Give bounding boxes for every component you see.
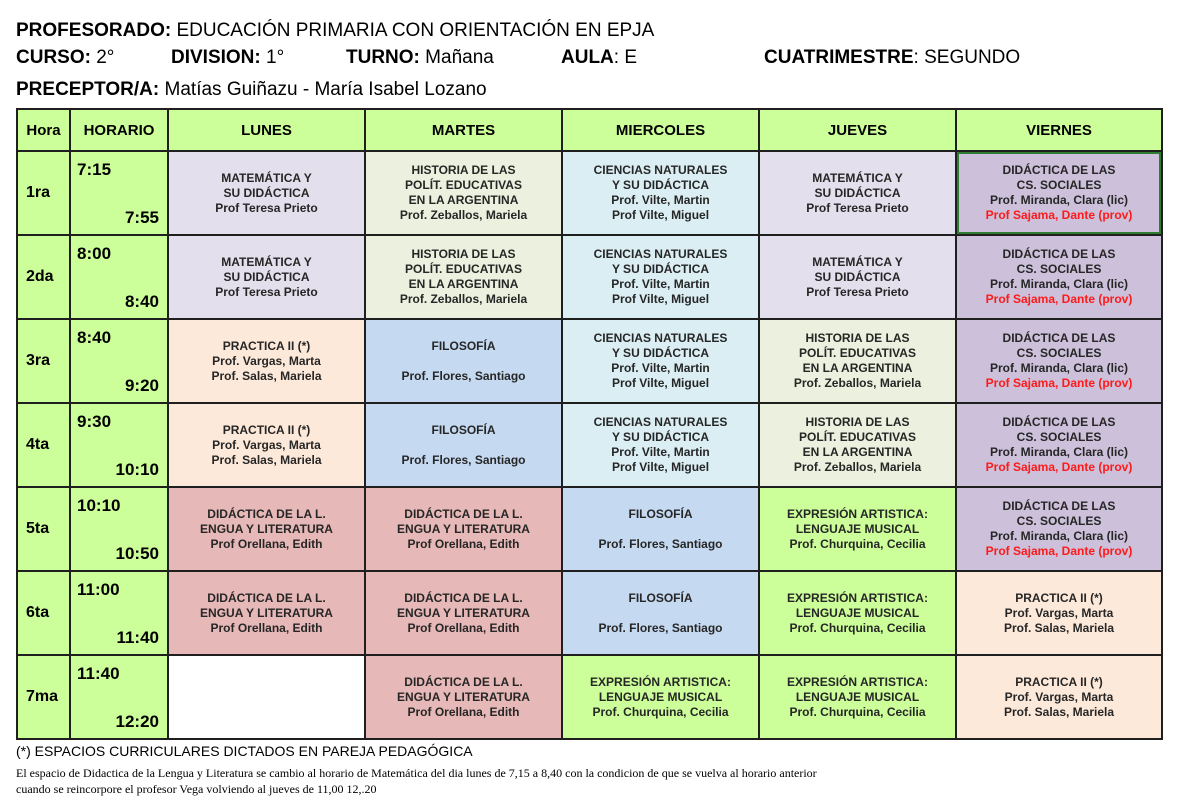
- class-cell-jueves[interactable]: [759, 319, 956, 403]
- end-time: 10:50: [115, 544, 159, 563]
- table-row: [17, 487, 1162, 571]
- cell-line: EN LA ARGENTINA: [802, 445, 913, 459]
- start-time: 11:40: [77, 664, 120, 683]
- class-cell-martes[interactable]: [365, 487, 562, 571]
- cell-line: ENGUA Y LITERATURA: [200, 605, 333, 620]
- horario-cell: [70, 151, 168, 235]
- cell-line: Prof. Vilte, Martin: [611, 193, 710, 207]
- class-cell-jueves[interactable]: [759, 655, 956, 739]
- cell-line: POLÍT. EDUCATIVAS: [799, 346, 916, 360]
- cell-line: DIDÁCTICA DE LA L.: [404, 590, 523, 605]
- cell-line: [366, 438, 561, 453]
- aula-field: [561, 47, 637, 69]
- cell-line: CS. SOCIALES: [1016, 346, 1102, 360]
- start-time: 9:30: [77, 412, 112, 431]
- cell-line: CS. SOCIALES: [1016, 514, 1102, 528]
- cell-line: [563, 522, 758, 537]
- cell-line: Prof. Salas, Mariela: [1003, 704, 1115, 719]
- class-cell-miercoles[interactable]: [562, 235, 759, 319]
- turno-label: TURNO:: [346, 47, 420, 68]
- col-header-hora: Hora: [17, 109, 70, 151]
- class-cell-martes[interactable]: [365, 655, 562, 739]
- class-cell-jueves[interactable]: [759, 403, 956, 487]
- horario-cell: [70, 319, 168, 403]
- class-cell-lunes[interactable]: [168, 571, 365, 655]
- cell-line: DIDÁCTICA DE LAS: [1002, 247, 1116, 261]
- cell-line: CS. SOCIALES: [1016, 262, 1102, 276]
- cell-line: EN LA ARGENTINA: [802, 361, 913, 375]
- schedule-change-note: [16, 765, 1166, 797]
- cell-line: DIDÁCTICA DE LA L.: [404, 506, 523, 521]
- cell-line: Prof Vilte, Miguel: [611, 208, 710, 222]
- class-cell-lunes[interactable]: [168, 235, 365, 319]
- cell-line: Prof. Vargas, Marta: [1004, 605, 1114, 620]
- cell-line: EXPRESIÓN ARTISTICA:: [590, 674, 731, 689]
- curso-label: CURSO:: [16, 47, 91, 68]
- class-cell-martes[interactable]: [365, 235, 562, 319]
- table-row: [17, 151, 1162, 235]
- cell-line: Prof Orellana, Edith: [210, 536, 323, 551]
- cell-line: LENGUAJE MUSICAL: [598, 689, 723, 704]
- hora-cell: 3ra: [17, 319, 70, 403]
- cell-line: Prof. Vargas, Marta: [212, 353, 321, 368]
- cell-line: DIDÁCTICA DE LAS: [1002, 499, 1116, 513]
- cell-line: Prof Teresa Prieto: [215, 284, 318, 299]
- cell-line: Prof. Flores, Santiago: [401, 452, 526, 467]
- table-row: [17, 403, 1162, 487]
- class-cell-jueves[interactable]: [759, 571, 956, 655]
- cell-line: Prof Vilte, Miguel: [611, 292, 710, 306]
- start-time: 7:15: [77, 160, 112, 179]
- end-time: 8:40: [124, 292, 159, 311]
- end-time: 9:20: [124, 376, 159, 395]
- class-cell-miercoles[interactable]: [562, 319, 759, 403]
- cell-line: Prof Orellana, Edith: [407, 704, 520, 719]
- class-cell-jueves[interactable]: [759, 151, 956, 235]
- cell-line: CIENCIAS NATURALES: [593, 331, 728, 345]
- cell-line: ENGUA Y LITERATURA: [200, 521, 333, 536]
- cell-line: FILOSOFÍA: [431, 422, 496, 437]
- cell-line: EXPRESIÓN ARTISTICA:: [787, 590, 928, 605]
- class-cell-viernes[interactable]: [956, 235, 1162, 319]
- class-cell-miercoles[interactable]: [562, 403, 759, 487]
- col-header-horario: HORARIO: [70, 109, 168, 151]
- substitute-teacher: Prof Sajama, Dante (prov): [985, 460, 1133, 474]
- class-cell-martes[interactable]: [365, 571, 562, 655]
- cell-line: LENGUAJE MUSICAL: [795, 689, 920, 704]
- cell-line: Prof. Miranda, Clara (lic): [989, 193, 1129, 207]
- cell-line: MATEMÁTICA Y: [812, 170, 903, 185]
- turno-value: Mañana: [425, 47, 494, 68]
- cell-line: DIDÁCTICA DE LA L.: [404, 674, 523, 689]
- hora-cell: 2da: [17, 235, 70, 319]
- cell-line: Prof. Flores, Santiago: [598, 536, 723, 551]
- footnote: (*) ESPACIOS CURRICULARES DICTADOS EN PAREJA PEDAGÓGICA: [16, 743, 473, 759]
- start-time: 10:10: [77, 496, 121, 515]
- cell-line: EN LA ARGENTINA: [408, 277, 519, 291]
- header-preceptor: [16, 79, 487, 101]
- class-cell-lunes[interactable]: [168, 151, 365, 235]
- cell-line: SU DIDÁCTICA: [814, 185, 901, 200]
- cuatrimestre-value: : SEGUNDO: [913, 47, 1021, 68]
- cell-line: Prof. Miranda, Clara (lic): [989, 529, 1129, 543]
- cell-line: Prof Orellana, Edith: [407, 620, 520, 635]
- cell-line: POLÍT. EDUCATIVAS: [799, 430, 916, 444]
- cell-line: Prof. Miranda, Clara (lic): [989, 445, 1129, 459]
- table-row: [17, 655, 1162, 739]
- col-header-jueves: JUEVES: [759, 109, 956, 151]
- header-course-info: [16, 47, 1166, 71]
- class-cell-lunes[interactable]: [168, 319, 365, 403]
- horario-cell: [70, 403, 168, 487]
- cell-line: EXPRESIÓN ARTISTICA:: [787, 506, 928, 521]
- col-header-lunes: LUNES: [168, 109, 365, 151]
- cell-line: Prof. Churquina, Cecilia: [789, 704, 926, 719]
- col-header-martes: MARTES: [365, 109, 562, 151]
- cell-line: Prof. Zeballos, Mariela: [793, 376, 922, 390]
- class-cell-martes[interactable]: [365, 403, 562, 487]
- cell-line: Y SU DIDÁCTICA: [611, 346, 710, 360]
- cell-line: HISTORIA DE LAS: [805, 331, 910, 345]
- cell-line: PRACTICA II (*): [222, 422, 311, 437]
- cell-line: Y SU DIDÁCTICA: [611, 430, 710, 444]
- cell-line: HISTORIA DE LAS: [411, 163, 516, 177]
- cell-line: DIDÁCTICA DE LA L.: [207, 506, 326, 521]
- horario-cell: [70, 235, 168, 319]
- hora-cell: 6ta: [17, 571, 70, 655]
- class-cell-viernes[interactable]: [956, 487, 1162, 571]
- table-header-row: [17, 109, 1162, 151]
- class-cell-miercoles[interactable]: [562, 487, 759, 571]
- cell-line: MATEMÁTICA Y: [221, 254, 312, 269]
- cell-line: [563, 606, 758, 621]
- cell-line: LENGUAJE MUSICAL: [795, 605, 920, 620]
- end-time: 10:10: [115, 460, 159, 479]
- col-header-viernes: VIERNES: [956, 109, 1162, 151]
- cell-line: Prof. Salas, Mariela: [1003, 620, 1115, 635]
- cuatrimestre-field: [764, 47, 1020, 69]
- cell-line: Prof. Churquina, Cecilia: [789, 536, 926, 551]
- note-line-1: El espacio de Didactica de la Lengua y Literatura se cambio al horario de Matemática del dia lunes de 7,15 a 8,40 con la condicion de que se vuelva al horario anterior: [16, 766, 817, 780]
- cell-line: Prof. Miranda, Clara (lic): [989, 361, 1129, 375]
- header-profesorado: [16, 20, 654, 42]
- cell-line: HISTORIA DE LAS: [411, 247, 516, 261]
- cell-line: DIDÁCTICA DE LAS: [1002, 415, 1116, 429]
- cell-line: [366, 354, 561, 369]
- profesorado-value: EDUCACIÓN PRIMARIA CON ORIENTACIÓN EN EPJA: [176, 20, 655, 41]
- start-time: 8:00: [77, 244, 112, 263]
- table-row: [17, 235, 1162, 319]
- start-time: 8:40: [77, 328, 112, 347]
- cell-line: Prof. Flores, Santiago: [598, 620, 723, 635]
- class-cell-lunes[interactable]: [168, 487, 365, 571]
- class-cell-viernes[interactable]: [956, 403, 1162, 487]
- cell-line: POLÍT. EDUCATIVAS: [405, 178, 522, 192]
- cell-line: PRACTICA II (*): [1015, 590, 1103, 605]
- col-header-miercoles: MIERCOLES: [562, 109, 759, 151]
- cell-line: CIENCIAS NATURALES: [593, 415, 728, 429]
- cell-line: Prof. Salas, Mariela: [211, 368, 322, 383]
- hora-cell: 7ma: [17, 655, 70, 739]
- cell-line: POLÍT. EDUCATIVAS: [405, 262, 522, 276]
- cell-line: Prof. Zeballos, Mariela: [793, 460, 922, 474]
- cell-line: EXPRESIÓN ARTISTICA:: [787, 674, 928, 689]
- cell-line: ENGUA Y LITERATURA: [397, 521, 530, 536]
- horario-cell: [70, 487, 168, 571]
- cell-line: Prof. Vilte, Martin: [611, 277, 710, 291]
- class-cell-lunes[interactable]: [168, 655, 365, 739]
- hora-cell: 5ta: [17, 487, 70, 571]
- cell-line: Prof. Vilte, Martin: [611, 445, 710, 459]
- end-time: 7:55: [124, 208, 159, 227]
- class-cell-miercoles[interactable]: [562, 151, 759, 235]
- substitute-teacher: Prof Sajama, Dante (prov): [985, 292, 1133, 306]
- cell-line: SU DIDÁCTICA: [223, 269, 310, 284]
- cell-line: Y SU DIDÁCTICA: [611, 262, 710, 276]
- cell-line: FILOSOFÍA: [628, 506, 693, 521]
- preceptor-label: PRECEPTOR/A:: [16, 79, 160, 100]
- division-value: 1°: [266, 47, 285, 68]
- cell-line: ENGUA Y LITERATURA: [397, 605, 530, 620]
- schedule-body: [17, 151, 1162, 739]
- table-row: [17, 319, 1162, 403]
- cell-line: Prof. Flores, Santiago: [401, 368, 526, 383]
- class-cell-miercoles[interactable]: [562, 571, 759, 655]
- cell-line: DIDÁCTICA DE LAS: [1002, 163, 1116, 177]
- horario-cell: [70, 571, 168, 655]
- cell-line: PRACTICA II (*): [222, 338, 311, 353]
- class-cell-lunes[interactable]: [168, 403, 365, 487]
- class-cell-miercoles[interactable]: [562, 655, 759, 739]
- aula-value: : E: [613, 47, 638, 68]
- cell-line: Prof. Salas, Mariela: [211, 452, 322, 467]
- substitute-teacher: Prof Sajama, Dante (prov): [985, 208, 1133, 222]
- table-row: [17, 571, 1162, 655]
- class-cell-viernes[interactable]: [956, 655, 1162, 739]
- curso-value: 2°: [96, 47, 115, 68]
- cell-line: MATEMÁTICA Y: [221, 170, 312, 185]
- cell-line: CIENCIAS NATURALES: [593, 247, 728, 261]
- substitute-teacher: Prof Sajama, Dante (prov): [985, 376, 1133, 390]
- cell-line: Prof Teresa Prieto: [806, 200, 909, 215]
- cell-line: DIDÁCTICA DE LA L.: [207, 590, 326, 605]
- class-cell-viernes[interactable]: [956, 319, 1162, 403]
- cell-line: PRACTICA II (*): [1015, 674, 1103, 689]
- cell-line: LENGUAJE MUSICAL: [795, 521, 920, 536]
- cell-line: Prof Orellana, Edith: [407, 536, 520, 551]
- note-line-2: cuando se reincorpore el profesor Vega volviendo al jueves de 11,00 12,.20: [16, 782, 377, 796]
- class-cell-martes[interactable]: [365, 151, 562, 235]
- class-cell-viernes[interactable]: [956, 151, 1162, 235]
- cell-line: FILOSOFÍA: [628, 590, 693, 605]
- cell-line: CS. SOCIALES: [1016, 178, 1102, 192]
- preceptor-value: Matías Guiñazu - María Isabel Lozano: [164, 79, 487, 100]
- cell-line: EN LA ARGENTINA: [408, 193, 519, 207]
- cell-line: Prof. Zeballos, Mariela: [399, 292, 528, 306]
- turno-field: [346, 47, 494, 69]
- cell-line: Prof. Vargas, Marta: [1004, 689, 1114, 704]
- class-cell-martes[interactable]: [365, 319, 562, 403]
- division-label: DIVISION:: [171, 47, 261, 68]
- cell-line: Prof. Miranda, Clara (lic): [989, 277, 1129, 291]
- cell-line: Prof. Churquina, Cecilia: [789, 620, 926, 635]
- substitute-teacher: Prof Sajama, Dante (prov): [985, 544, 1133, 558]
- class-cell-jueves[interactable]: [759, 235, 956, 319]
- division-field: [171, 47, 284, 69]
- cell-line: Y SU DIDÁCTICA: [611, 178, 710, 192]
- cell-line: Prof. Vargas, Marta: [212, 437, 321, 452]
- cell-line: CS. SOCIALES: [1016, 430, 1102, 444]
- cell-line: CIENCIAS NATURALES: [593, 163, 728, 177]
- cell-line: ENGUA Y LITERATURA: [397, 689, 530, 704]
- hora-cell: 4ta: [17, 403, 70, 487]
- cell-line: Prof Teresa Prieto: [215, 200, 318, 215]
- start-time: 11:00: [77, 580, 120, 599]
- cell-line: Prof. Churquina, Cecilia: [592, 704, 729, 719]
- curso-field: [16, 47, 114, 69]
- aula-label: AULA: [561, 47, 614, 68]
- cell-line: DIDÁCTICA DE LAS: [1002, 331, 1116, 345]
- cell-line: Prof. Vilte, Martin: [611, 361, 710, 375]
- cell-line: SU DIDÁCTICA: [814, 269, 901, 284]
- cell-line: FILOSOFÍA: [431, 338, 496, 353]
- cuatrimestre-label: CUATRIMESTRE: [764, 47, 914, 68]
- cell-line: Prof Teresa Prieto: [806, 284, 909, 299]
- cell-line: SU DIDÁCTICA: [223, 185, 310, 200]
- class-cell-jueves[interactable]: [759, 487, 956, 571]
- end-time: 12:20: [115, 712, 159, 731]
- horario-cell: [70, 655, 168, 739]
- hora-cell: 1ra: [17, 151, 70, 235]
- cell-line: Prof Vilte, Miguel: [611, 460, 710, 474]
- cell-line: Prof. Zeballos, Mariela: [399, 208, 528, 222]
- profesorado-label: PROFESORADO:: [16, 20, 172, 41]
- end-time: 11:40: [116, 628, 159, 647]
- schedule-table: [16, 108, 1163, 740]
- cell-line: Prof Orellana, Edith: [210, 620, 323, 635]
- class-cell-viernes[interactable]: [956, 571, 1162, 655]
- cell-line: HISTORIA DE LAS: [805, 415, 910, 429]
- cell-line: Prof Vilte, Miguel: [611, 376, 710, 390]
- cell-line: MATEMÁTICA Y: [812, 254, 903, 269]
